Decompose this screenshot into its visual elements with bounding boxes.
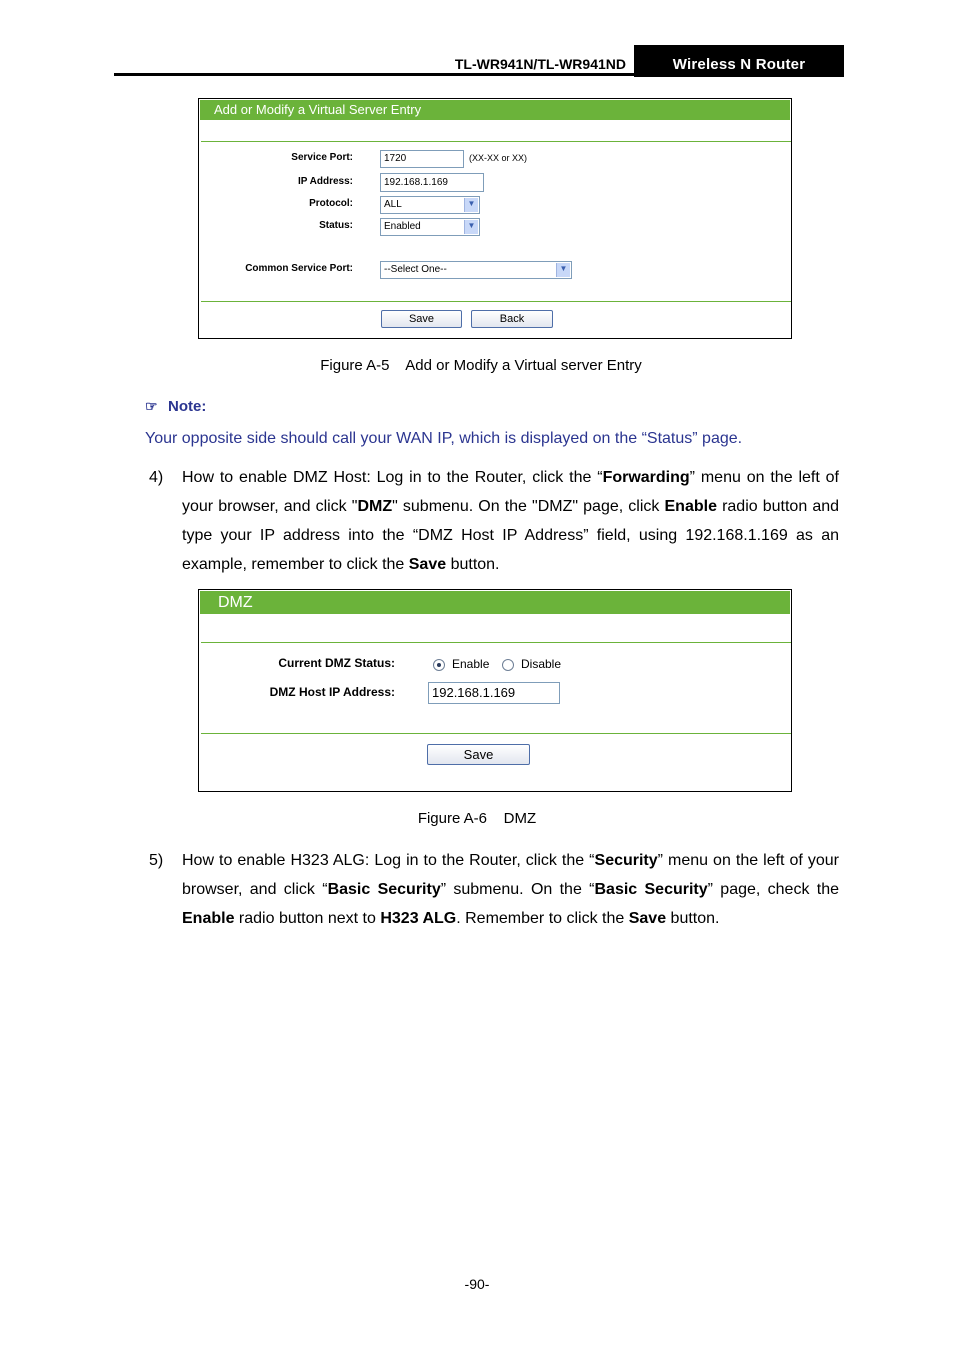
protocol-label: Protocol: <box>309 198 353 209</box>
step-4-part-3: " submenu. On the "DMZ" page, click <box>392 498 665 515</box>
panel-divider <box>201 301 791 302</box>
service-port-label: Service Port: <box>291 152 353 163</box>
step-5-text <box>182 846 839 933</box>
header-rule <box>114 73 844 76</box>
enable-radio-ref: Enable <box>182 910 235 927</box>
panel-divider <box>201 141 791 142</box>
step-4-number: 4) <box>149 469 164 486</box>
document-model-header: TL-WR941N/TL-WR941ND <box>454 56 626 72</box>
security-menu-ref: Security <box>594 852 658 869</box>
dmz-submenu-ref: DMZ <box>357 498 393 515</box>
panel-divider <box>201 733 791 734</box>
step-5-part-2: ” menu on the left of your browser, and click “ <box>182 852 839 898</box>
enable-radio-label: Enable <box>452 657 490 671</box>
ip-address-input[interactable]: 192.168.1.169 <box>380 173 484 192</box>
save-button[interactable]: Save <box>381 310 462 328</box>
save-button-ref: Save <box>628 910 667 927</box>
dmz-host-ip-label: DMZ Host IP Address: <box>269 685 395 699</box>
step-4-part-5: button. <box>446 556 500 573</box>
basic-security-submenu-ref: Basic Security <box>327 881 441 898</box>
panel-title-bar <box>200 591 790 614</box>
figure-a5-caption: Figure A-5 Add or Modify a Virtual server Entry <box>320 357 642 374</box>
radio-selected-dot <box>437 663 441 667</box>
common-service-port-selected-value: --Select One-- <box>384 264 447 275</box>
dmz-panel <box>198 589 792 792</box>
panel-title-bar <box>200 100 790 120</box>
current-dmz-status-label: Current DMZ Status: <box>278 656 395 670</box>
virtual-server-entry-panel <box>198 98 792 339</box>
save-button-ref: Save <box>408 556 447 573</box>
enable-radio[interactable] <box>433 659 445 671</box>
note-title: Note: <box>168 398 207 415</box>
service-port-hint: (XX-XX or XX) <box>469 153 528 163</box>
step-4-part-1: How to enable DMZ Host: Log in to the Router, click the “ <box>182 469 603 486</box>
step-5-part-3: ” submenu. On the “ <box>440 881 595 898</box>
panel-title: DMZ <box>218 594 253 611</box>
enable-radio-ref: Enable <box>664 498 717 515</box>
step-5-part-5: radio button next to <box>234 910 381 927</box>
page-number: -90- <box>464 1276 490 1292</box>
service-port-input[interactable]: 1720 <box>380 150 464 168</box>
save-button[interactable]: Save <box>427 744 530 765</box>
common-service-port-select[interactable] <box>380 261 572 279</box>
step-5-part-4: ” page, check the <box>707 881 840 898</box>
h323-alg-ref: H323 ALG <box>380 910 457 927</box>
disable-radio-label: Disable <box>521 657 562 671</box>
status-label: Status: <box>319 220 353 231</box>
step-5-part-7: button. <box>666 910 720 927</box>
ip-address-label: IP Address: <box>297 176 353 187</box>
common-service-port-label: Common Service Port: <box>245 263 353 274</box>
note-text: Your opposite side should call your WAN IP, which is displayed on the “Status” page. <box>145 430 743 447</box>
step-5-number: 5) <box>149 852 164 869</box>
step-4-part-2: ” menu on the left of your browser, and click " <box>182 469 839 515</box>
basic-security-page-ref: Basic Security <box>594 881 708 898</box>
back-button[interactable]: Back <box>471 310 553 328</box>
panel-title: Add or Modify a Virtual Server Entry <box>214 102 422 117</box>
protocol-selected-value: ALL <box>384 199 402 210</box>
status-selected-value: Enabled <box>384 221 421 232</box>
chevron-down-icon[interactable]: ▼ <box>556 263 570 277</box>
document-product-header: Wireless N Router <box>634 45 844 77</box>
protocol-select[interactable] <box>380 196 480 214</box>
panel-divider <box>201 642 791 643</box>
dmz-host-ip-input[interactable]: 192.168.1.169 <box>428 682 560 704</box>
step-4-text <box>182 463 839 579</box>
chevron-down-icon[interactable]: ▼ <box>464 220 478 234</box>
status-select[interactable] <box>380 218 480 236</box>
step-5-part-1: How to enable H323 ALG: Log in to the Router, click the “ <box>182 852 595 869</box>
disable-radio[interactable] <box>502 659 514 671</box>
figure-a6-caption: Figure A-6 DMZ <box>417 810 537 827</box>
forwarding-menu-ref: Forwarding <box>602 469 690 486</box>
note-heading <box>145 398 206 416</box>
pointing-hand-icon: ☞ <box>145 398 158 414</box>
step-5-part-6: . Remember to click the <box>456 910 629 927</box>
chevron-down-icon[interactable]: ▼ <box>464 198 478 212</box>
step-4-part-4: radio button and type your IP address into the “DMZ Host IP Address” field, using 192.168.1.169 as an example, remember to click the <box>182 498 840 573</box>
